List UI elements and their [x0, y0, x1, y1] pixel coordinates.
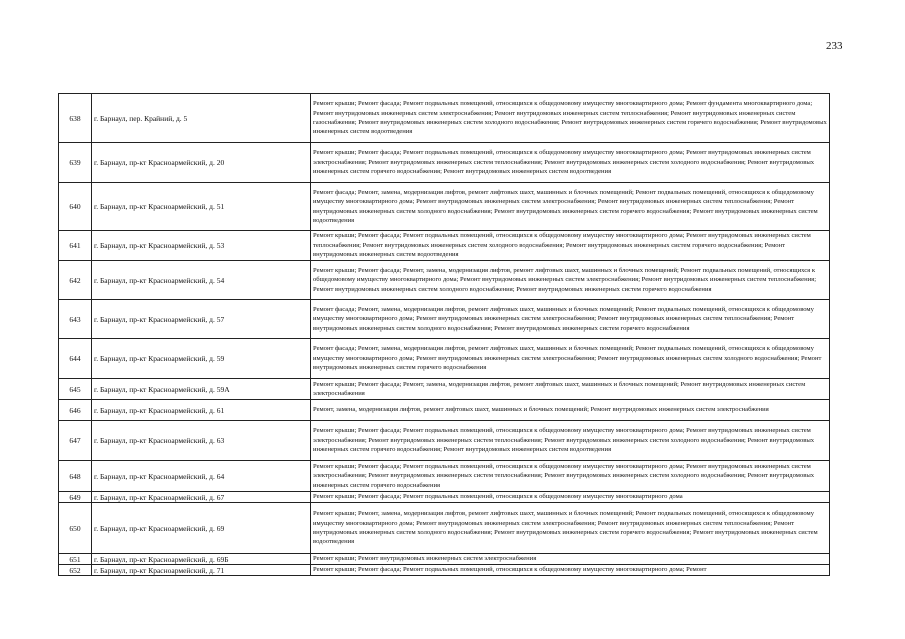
building-address: г. Барнаул, пр-кт Красноармейский, д. 64	[92, 461, 311, 492]
repair-works: Ремонт, замена, модернизация лифтов, ремонт лифтовых шахт, машинных и блочных помещений; Ремонт внутридомовых инженерных систем электроснабжения	[311, 400, 830, 421]
repair-works: Ремонт крыши; Ремонт фасада; Ремонт подвальных помещений, относящихся к общедомовому имуществу многоквартирного дома	[311, 492, 830, 503]
table-row	[59, 565, 830, 576]
row-number: 638	[59, 94, 92, 143]
table-row	[59, 339, 830, 379]
repair-works: Ремонт крыши; Ремонт фасада; Ремонт, замена, модернизация лифтов, ремонт лифтовых шахт, машинных и блочных помещений; Ремонт подвальных помещений, относящихся к общедомовому имуществу многоквартирного дома; Ремонт внутридомовых инженерных систем электроснабжения; Ремонт внутридомовых инженерных систем теплоснабжения; Ремонт внутридомовых инженерных систем холодного водоснабжения; Ремонт внутридомовых инженерных систем горячего водоснабжения	[311, 261, 830, 300]
table-row	[59, 461, 830, 492]
table-row	[59, 94, 830, 143]
building-address: г. Барнаул, пр-кт Красноармейский, д. 63	[92, 421, 311, 461]
repair-works: Ремонт крыши; Ремонт внутридомовых инженерных систем электроснабжения	[311, 554, 830, 565]
building-address: г. Барнаул, пр-кт Красноармейский, д. 69Б	[92, 554, 311, 565]
building-address: г. Барнаул, пр-кт Красноармейский, д. 59А	[92, 379, 311, 400]
table-row	[59, 261, 830, 300]
row-number: 640	[59, 183, 92, 231]
repair-works: Ремонт крыши; Ремонт фасада; Ремонт подвальных помещений, относящихся к общедомовому имуществу многоквартирного дома; Ремонт внутридомовых инженерных систем электроснабжения; Ремонт внутридомовых инженерных систем теплоснабжения; Ремонт внутридомовых инженерных систем холодного водоснабжения; Ремонт внутридомовых инженерных систем горячего водоснабжения	[311, 461, 830, 492]
row-number: 652	[59, 565, 92, 576]
row-number: 641	[59, 231, 92, 261]
repair-works: Ремонт фасада; Ремонт, замена, модернизация лифтов, ремонт лифтовых шахт, машинных и блочных помещений; Ремонт подвальных помещений, относящихся к общедомовому имуществу многоквартирного дома; Ремонт внутридомовых инженерных систем электроснабжения; Ремонт внутридомовых инженерных систем теплоснабжения; Ремонт внутридомовых инженерных систем холодного водоснабжения; Ремонт внутридомовых инженерных систем горячего водоснабжения; Ремонт внутридомовых инженерных систем водоотведения	[311, 183, 830, 231]
row-number: 649	[59, 492, 92, 503]
row-number: 651	[59, 554, 92, 565]
table-row	[59, 503, 830, 554]
table-row	[59, 492, 830, 503]
buildings-table	[58, 93, 830, 576]
table-row	[59, 183, 830, 231]
building-address: г. Барнаул, пр-кт Красноармейский, д. 71	[92, 565, 311, 576]
table-row	[59, 400, 830, 421]
table-row	[59, 143, 830, 183]
row-number: 642	[59, 261, 92, 300]
row-number: 643	[59, 300, 92, 339]
building-address: г. Барнаул, пр-кт Красноармейский, д. 51	[92, 183, 311, 231]
row-number: 639	[59, 143, 92, 183]
table-row	[59, 300, 830, 339]
row-number: 647	[59, 421, 92, 461]
row-number: 644	[59, 339, 92, 379]
table-body	[59, 94, 830, 576]
building-address: г. Барнаул, пер. Крайний, д. 5	[92, 94, 311, 143]
repair-works: Ремонт фасада; Ремонт, замена, модернизация лифтов, ремонт лифтовых шахт, машинных и блочных помещений; Ремонт подвальных помещений, относящихся к общедомовому имуществу многоквартирного дома; Ремонт внутридомовых инженерных систем электроснабжения; Ремонт внутридомовых инженерных систем теплоснабжения; Ремонт внутридомовых инженерных систем холодного водоснабжения; Ремонт внутридомовых инженерных систем горячего водоснабжения	[311, 300, 830, 339]
building-address: г. Барнаул, пр-кт Красноармейский, д. 67	[92, 492, 311, 503]
page-number: 233	[826, 40, 843, 52]
row-number: 646	[59, 400, 92, 421]
building-address: г. Барнаул, пр-кт Красноармейский, д. 53	[92, 231, 311, 261]
row-number: 648	[59, 461, 92, 492]
building-address: г. Барнаул, пр-кт Красноармейский, д. 61	[92, 400, 311, 421]
building-address: г. Барнаул, пр-кт Красноармейский, д. 57	[92, 300, 311, 339]
row-number: 645	[59, 379, 92, 400]
table-row	[59, 554, 830, 565]
repair-works: Ремонт крыши; Ремонт фасада; Ремонт, замена, модернизация лифтов, ремонт лифтовых шахт, машинных и блочных помещений; Ремонт внутридомовых инженерных систем электроснабжения	[311, 379, 830, 400]
building-address: г. Барнаул, пр-кт Красноармейский, д. 59	[92, 339, 311, 379]
building-address: г. Барнаул, пр-кт Красноармейский, д. 54	[92, 261, 311, 300]
repair-works: Ремонт крыши; Ремонт фасада; Ремонт подвальных помещений, относящихся к общедомовому имуществу многоквартирного дома; Ремонт внутридомовых инженерных систем электроснабжения; Ремонт внутридомовых инженерных систем теплоснабжения; Ремонт внутридомовых инженерных систем холодного водоснабжения; Ремонт внутридомовых инженерных систем горячего водоснабжения; Ремонт внутридомовых инженерных систем водоотведения	[311, 421, 830, 461]
repair-works: Ремонт крыши; Ремонт фасада; Ремонт подвальных помещений, относящихся к общедомовому имуществу многоквартирного дома; Ремонт фундамента многоквартирного дома; Ремонт внутридомовых инженерных систем электроснабжения; Ремонт внутридомовых инженерных систем теплоснабжения; Ремонт внутридомовых инженерных систем газоснабжения; Ремонт внутридомовых инженерных систем холодного водоснабжения; Ремонт внутридомовых инженерных систем горячего водоснабжения; Ремонт внутридомовых инженерных систем водоотведения	[311, 94, 830, 143]
building-address: г. Барнаул, пр-кт Красноармейский, д. 20	[92, 143, 311, 183]
repair-works: Ремонт крыши; Ремонт фасада; Ремонт подвальных помещений, относящихся к общедомовому имуществу многоквартирного дома; Ремонт внутридомовых инженерных систем теплоснабжения; Ремонт внутридомовых инженерных систем холодного водоснабжения; Ремонт внутридомовых инженерных систем горячего водоснабжения; Ремонт внутридомовых инженерных систем водоотведения	[311, 231, 830, 261]
table-row	[59, 379, 830, 400]
repair-works: Ремонт фасада; Ремонт, замена, модернизация лифтов, ремонт лифтовых шахт, машинных и блочных помещений; Ремонт подвальных помещений, относящихся к общедомовому имуществу многоквартирного дома; Ремонт внутридомовых инженерных систем электроснабжения; Ремонт внутридомовых инженерных систем холодного водоснабжения; Ремонт внутридомовых инженерных систем горячего водоснабжения	[311, 339, 830, 379]
repair-works: Ремонт крыши; Ремонт фасада; Ремонт подвальных помещений, относящихся к общедомовому имуществу многоквартирного дома; Ремонт внутридомовых инженерных систем электроснабжения; Ремонт внутридомовых инженерных систем теплоснабжения; Ремонт внутридомовых инженерных систем холодного водоснабжения; Ремонт внутридомовых инженерных систем горячего водоснабжения; Ремонт внутридомовых инженерных систем водоотведения	[311, 143, 830, 183]
table-row	[59, 231, 830, 261]
row-number: 650	[59, 503, 92, 554]
table-row	[59, 421, 830, 461]
repair-works: Ремонт крыши; Ремонт, замена, модернизация лифтов, ремонт лифтовых шахт, машинных и блочных помещений; Ремонт подвальных помещений, относящихся к общедомовому имуществу многоквартирного дома; Ремонт внутридомовых инженерных систем электроснабжения; Ремонт внутридомовых инженерных систем теплоснабжения; Ремонт внутридомовых инженерных систем холодного водоснабжения; Ремонт внутридомовых инженерных систем горячего водоснабжения; Ремонт внутридомовых инженерных систем водоотведения	[311, 503, 830, 554]
repair-works: Ремонт крыши; Ремонт фасада; Ремонт подвальных помещений, относящихся к общедомовому имуществу многоквартирного дома; Ремонт	[311, 565, 830, 576]
building-address: г. Барнаул, пр-кт Красноармейский, д. 69	[92, 503, 311, 554]
